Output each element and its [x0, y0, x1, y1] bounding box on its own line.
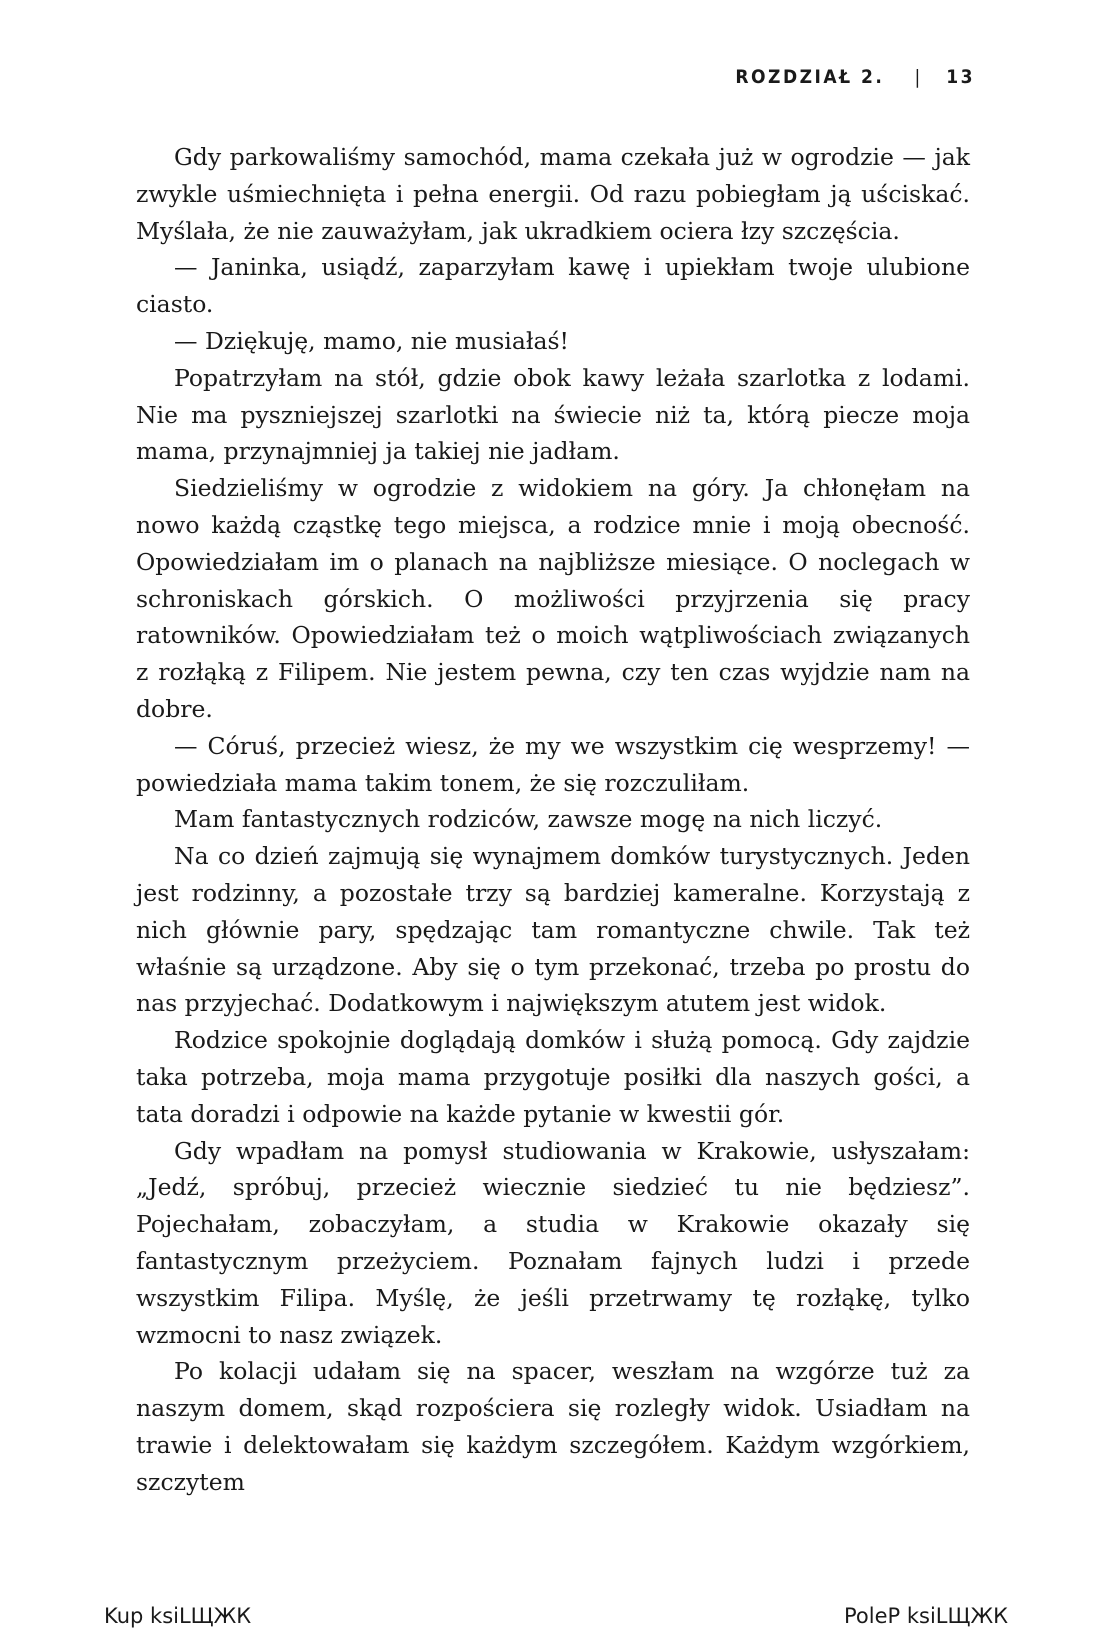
paragraph: Po kolacji udałam się na spacer, weszłam na wzgórze tuż za naszym domem, skąd rozpościera się rozległy widok. Usiadłam na trawie i delektowałam się każdym szczegółem. Każdym wzgórkiem, szczytem	[136, 1357, 970, 1496]
body-text	[136, 139, 970, 1500]
buy-book-link[interactable]: Kup ksiLЩЖК	[104, 1604, 252, 1628]
paragraph: Siedzieliśmy w ogrodzie z widokiem na góry. Ja chłonęłam na nowo każdą cząstkę tego miejsca, a rodzice mnie i moją obecność. Opowiedziałam im o planach na najbliższe miesiące. O noclegach w schroniskach górskich. O możliwości przyjrzenia się pracy ratowników. Opowiedziałam też o moich wątpliwościach związanych z rozłąką z Filipem. Nie jestem pewna, czy ten czas wyjdzie nam na dobre.	[136, 474, 970, 723]
page-number: 13	[946, 66, 975, 88]
paragraph: Mam fantastycznych rodziców, zawsze mogę na nich liczyć.	[174, 805, 883, 834]
running-head	[735, 66, 975, 88]
dialogue-line: — Dziękuję, mamo, nie musiałaś!	[174, 326, 569, 355]
chapter-title: ROZDZIAŁ 2.	[735, 66, 885, 88]
recommend-book-link[interactable]: PoleP ksiLЩЖК	[844, 1604, 1008, 1628]
dialogue-line: — Janinka, usiądź, zaparzyłam kawę i upiekłam twoje ulubione ciasto.	[136, 253, 970, 319]
paragraph: Rodzice spokojnie doglądają domków i służą pomocą. Gdy zajdzie taka potrzeba, moja mama przygotuje posiłki dla naszych gości, a tata doradzi i odpowie na każde pytanie w kwestii gór.	[136, 1026, 970, 1128]
header-separator: |	[914, 66, 921, 88]
paragraph: Gdy parkowaliśmy samochód, mama czekała już w ogrodzie — jak zwykle uśmiechnięta i pełna energii. Od razu pobiegłam ją uściskać. Myślała, że nie zauważyłam, jak ukradkiem ociera łzy szczęścia.	[136, 143, 970, 245]
paragraph: Popatrzyłam na stół, gdzie obok kawy leżała szarlotka z lodami. Nie ma pyszniejszej szarlotki na świecie niż ta, którą piecze moja mama, przynajmniej ja takiej nie jadłam.	[136, 363, 970, 466]
paragraph: Na co dzień zajmują się wynajmem domków turystycznych. Jeden jest rodzinny, a pozostałe trzy są bardziej kameralne. Korzystają z nich głównie pary, spędzając tam romantyczne chwile. Tak też właśnie są urządzone. Aby się o tym przekonać, trzeba po prostu do nas przyjechać. Dodatkowym i największym atutem jest widok.	[136, 842, 970, 1018]
dialogue-line: — Córuś, przecież wiesz, że my we wszystkim cię wesprzemy! — powiedziała mama takim tonem, że się rozczuliłam.	[136, 731, 970, 797]
paragraph: Gdy wpadłam na pomysł studiowania w Krakowie, usłyszałam: „Jedź, spróbuj, przecież wiecznie siedzieć tu nie będziesz”. Pojechałam, zobaczyłam, a studia w Krakowie okazały się fantastycznym przeżyciem. Poznałam fajnych ludzi i przede wszystkim Filipa. Myślę, że jeśli przetrwamy tę rozłąkę, tylko wzmocni to nasz związek.	[136, 1136, 970, 1349]
